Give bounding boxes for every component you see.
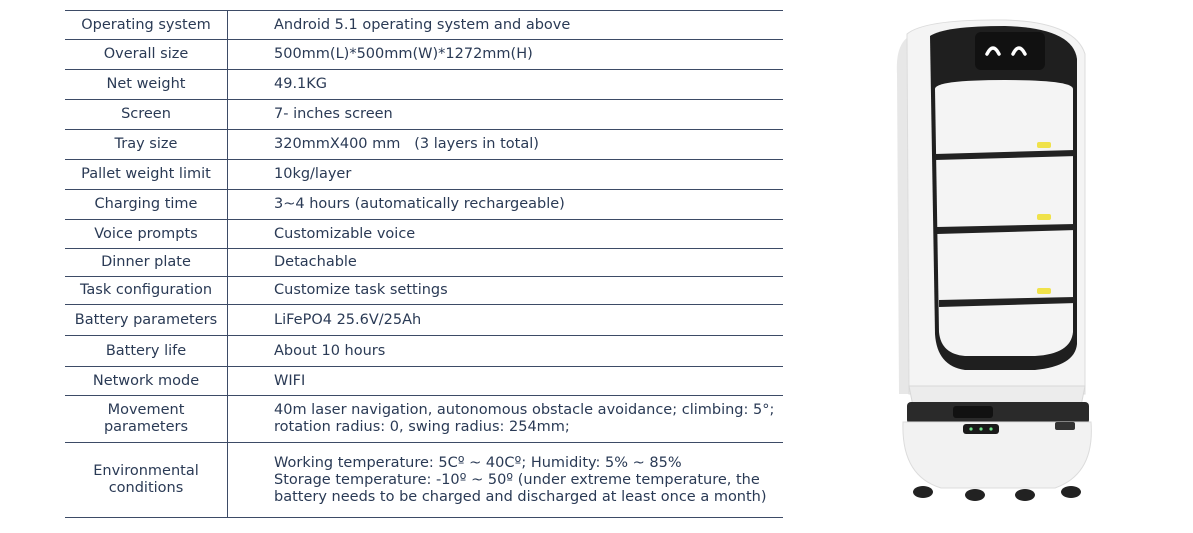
spec-value-line: 10kg/layer [274,166,352,182]
spec-value-line: WIFI [274,372,306,389]
spec-value-line: Customize task settings [274,282,448,298]
spec-row [65,160,783,190]
spec-value [228,249,784,277]
spec-table-body [65,11,783,518]
spec-value [228,40,784,70]
spec-value [228,443,784,518]
spec-value-line: 3~4 hours (automatically rechargeable) [274,196,565,212]
spec-value [228,220,784,249]
spec-value-line: 7- inches screen [274,106,393,122]
robot-sensor-band [907,402,1089,424]
spec-row [65,336,783,367]
robot-opening [935,80,1073,356]
spec-row [65,249,783,277]
spec-value-line: rotation radius: 0, swing radius: 254mm; [274,419,570,435]
robot-screen [975,32,1045,70]
delivery-robot-image [885,14,1095,504]
spec-label: Battery life [65,336,228,367]
spec-value-line: 320mmX400 mm (3 layers in total) [274,136,539,152]
spec-value [228,396,784,443]
spec-value [228,70,784,100]
spec-label-text: Environmental conditions [93,463,199,496]
spec-row [65,396,783,443]
spec-value [228,367,784,396]
spec-value [228,190,784,220]
spec-row [65,190,783,220]
spec-label: Screen [65,100,228,130]
spec-label: Battery parameters [65,305,228,336]
spec-label: Pallet weight limit [65,160,228,190]
spec-row [65,367,783,396]
spec-row [65,443,783,518]
spec-row [65,70,783,100]
robot-indicator [1037,214,1051,220]
robot-wheel [965,489,985,501]
spec-row [65,305,783,336]
spec-value-line: Storage temperature: -10º ~ 50º (under extreme temperature, the [274,471,760,488]
spec-row [65,130,783,160]
robot-indicator [1037,142,1051,148]
spec-value [228,130,784,160]
spec-label: Dinner plate [65,249,228,277]
spec-value-line: Customizable voice [274,225,416,242]
spec-label: Operating system [65,11,228,40]
spec-label: Net weight [65,70,228,100]
spec-value-line: Detachable [274,254,357,270]
spec-label: Charging time [65,190,228,220]
spec-value-line: Android 5.1 operating system and above [274,16,571,33]
spec-value [228,336,784,367]
spec-table [65,10,783,518]
robot-indicator [1037,288,1051,294]
spec-row [65,11,783,40]
spec-row [65,100,783,130]
spec-row [65,220,783,249]
robot-side-port [1055,422,1075,430]
spec-value-line: battery needs to be charged and discharged at least once a month) [274,488,767,505]
spec-value-line: About 10 hours [274,342,386,359]
spec-label-text: Movement parameters [103,402,189,435]
spec-value [228,160,784,190]
spec-value-line: 49.1KG [274,76,328,92]
spec-value [228,100,784,130]
spec-label [65,396,228,443]
spec-label: Tray size [65,130,228,160]
robot-sensor [953,406,993,418]
spec-label [65,443,228,518]
robot-wheel [913,486,933,498]
spec-row [65,277,783,305]
robot-wheel [1061,486,1081,498]
spec-value [228,277,784,305]
spec-label: Overall size [65,40,228,70]
spec-row [65,40,783,70]
spec-label: Voice prompts [65,220,228,249]
spec-value-line: Working temperature: 5Cº ~ 40Cº; Humidity: 5% ~ 85% [274,454,682,471]
spec-label: Network mode [65,367,228,396]
spec-value-line: 40m laser navigation, autonomous obstacle avoidance; climbing: 5°; [274,402,775,418]
spec-value-line: 500mm(L)*500mm(W)*1272mm(H) [274,46,533,62]
spec-value [228,11,784,40]
spec-label: Task configuration [65,277,228,305]
spec-value-line: LiFePO4 25.6V/25Ah [274,311,422,328]
robot-wheel [1015,489,1035,501]
spec-value [228,305,784,336]
